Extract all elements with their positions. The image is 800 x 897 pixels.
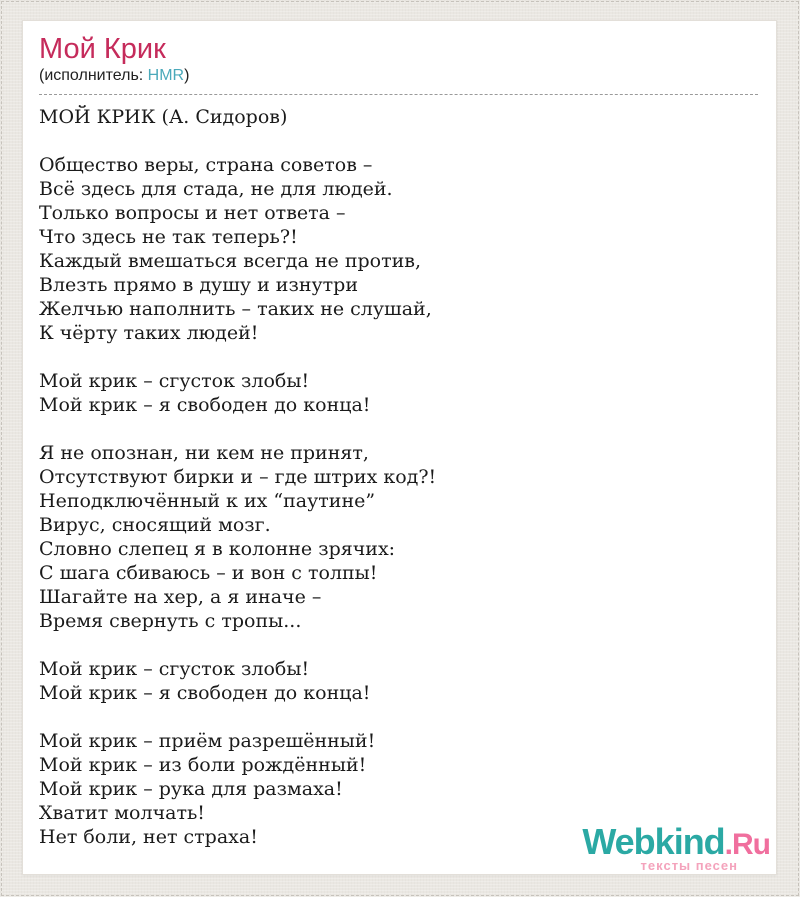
lyric-line: Только вопросы и нет ответа – (39, 202, 346, 224)
lyric-line: Хватит молчать! (39, 802, 205, 824)
webkind-logo[interactable] (582, 821, 770, 873)
lyric-line: Нет боли, нет страха! (39, 826, 258, 848)
lyric-line: Словно слепец я в колонне зрячих: (39, 538, 396, 560)
lyric-line: Мой крик – рука для размаха! (39, 778, 343, 800)
lyric-line (39, 129, 758, 153)
lyric-line: Общество веры, страна советов – (39, 154, 373, 176)
lyric-line: К чёрту таких людей! (39, 322, 259, 344)
artist-line (39, 66, 758, 95)
lyric-line: Мой крик – сгусток злобы! (39, 370, 310, 392)
lyric-line: Шагайте на хер, а я иначе – (39, 586, 322, 608)
lyric-line: Вирус, сносящий мозг. (39, 514, 271, 536)
lyric-line: Всё здесь для стада, не для людей. (39, 178, 393, 200)
lyric-line: Мой крик – из боли рождённый! (39, 754, 367, 776)
lyric-line (39, 417, 758, 441)
lyric-line (39, 345, 758, 369)
lyric-line: Желчью наполнить – таких не слушай, (39, 298, 432, 320)
lyric-line: Неподключённый к их “паутине” (39, 490, 376, 512)
artist-prefix-label: (исполнитель: (39, 67, 148, 84)
lyric-line: Влезть прямо в душу и изнутри (39, 274, 359, 296)
artist-suffix-label: ) (184, 67, 190, 84)
lyric-line (39, 633, 758, 657)
lyrics-text (23, 95, 776, 849)
lyrics-card (22, 20, 777, 875)
page-title: Мой Крик (39, 33, 166, 65)
lyric-line: Мой крик – я свободен до конца! (39, 394, 371, 416)
logo-tagline-label: тексты песен (640, 858, 738, 873)
lyric-line: Мой крик – я свободен до конца! (39, 682, 371, 704)
logo-suffix-label: .Ru (724, 828, 770, 861)
card-header (23, 21, 776, 95)
lyric-line: Каждый вмешаться всегда не против, (39, 250, 421, 272)
lyric-line: Мой крик – приём разрешённый! (39, 730, 376, 752)
lyric-line: Отсутствуют бирки и – где штрих код?! (39, 466, 437, 488)
webkind-logo-wordmark (582, 821, 770, 862)
lyric-line: Мой крик – сгусток злобы! (39, 658, 310, 680)
artist-link[interactable]: HMR (147, 67, 185, 84)
lyric-line: Что здесь не так теперь?! (39, 226, 298, 248)
lyric-line: Я не опознан, ни кем не принят, (39, 442, 369, 464)
logo-main-label: Webkind (582, 821, 725, 862)
lyric-line: Время свернуть с тропы... (39, 610, 302, 632)
lyric-line: МОЙ КРИК (А. Сидоров) (39, 106, 288, 128)
lyric-line (39, 705, 758, 729)
lyric-line: С шага сбиваюсь – и вон с толпы! (39, 562, 378, 584)
